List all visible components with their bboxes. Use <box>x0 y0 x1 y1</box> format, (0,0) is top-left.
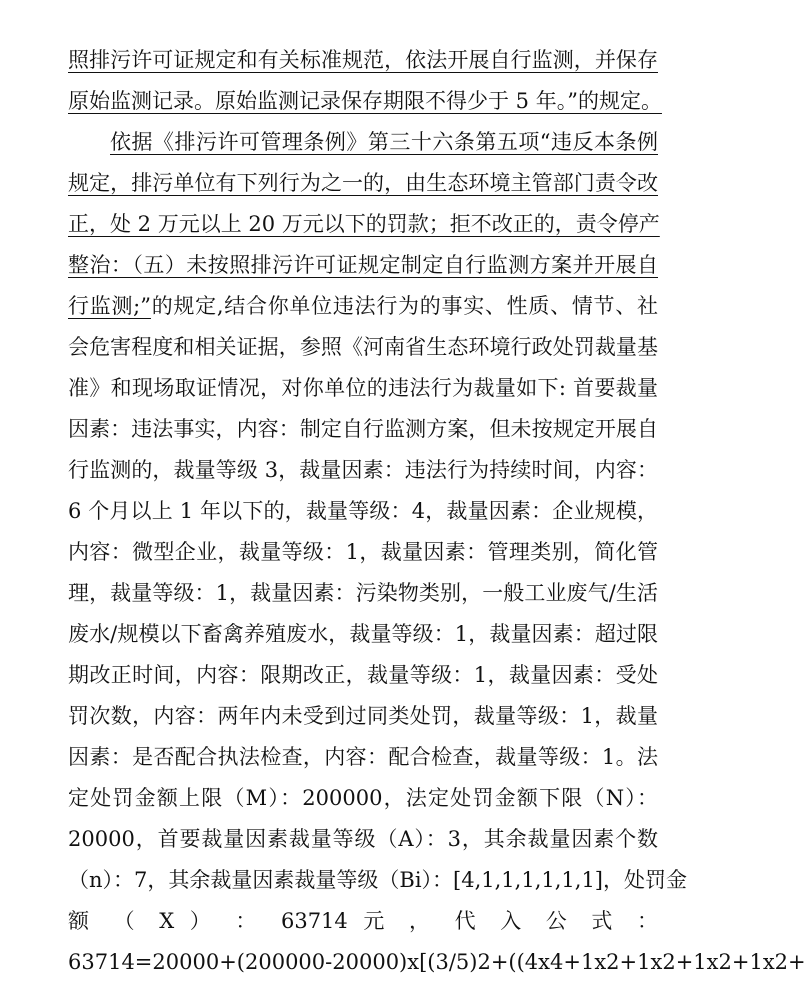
text-line-9: 准》和现场取证情况，对你单位的违法行为裁量如下: 首要裁量 <box>68 376 658 400</box>
text-line-22: 额 （ X ） ： 63714 元 ， 代 入 公 式 ： <box>68 909 658 933</box>
text-line-16: 期改正时间，内容：限期改正，裁量等级：1，裁量因素：受处 <box>68 663 658 687</box>
text-line-5: 正，处 2 万元以上 20 万元以下的罚款；拒不改正的，责令停产 <box>68 212 660 236</box>
text-line-12: 6 个月以上 1 年以下的，裁量等级：4，裁量因素：企业规模， <box>68 499 658 523</box>
text-line-11: 行监测的，裁量等级 3，裁量因素：违法行为持续时间，内容： <box>68 458 658 482</box>
text-line-1: 照排污许可证规定和有关标准规范，依法开展自行监测，并保存 <box>68 48 658 72</box>
text-line-14: 理，裁量等级：1，裁量因素：污染物类别，一般工业废气/生活 <box>68 581 658 605</box>
text-line-6: 整治：（五）未按照排污许可证规定制定自行监测方案并开展自 <box>68 253 658 277</box>
text-line-19: 定处罚金额上限（M）：200000，法定处罚金额下限（N）： <box>68 786 658 810</box>
text-line-23: 63714=20000+(200000-20000)x[(3/5)2+((4x4+1x2+1x2+1x2+1x2+ <box>68 950 806 974</box>
text-line-15: 废水/规模以下畜禽养殖废水，裁量等级：1，裁量因素：超过限 <box>68 622 658 646</box>
text-line-18: 因素：是否配合执法检查，内容：配合检查，裁量等级：1。法 <box>68 745 658 769</box>
text-line-7-plain: 的规定,结合你单位违法行为的事实、性质、情节、社 <box>150 294 658 318</box>
text-line-7-underlined: 行监测;” <box>68 294 151 318</box>
text-line-4: 规定，排污单位有下列行为之一的，由生态环境主管部门责令改 <box>68 171 658 195</box>
text-line-3-underlined: 依据《排污许可管理条例》第三十六条第五项“违反本条例 <box>110 130 658 154</box>
text-line-7 <box>68 286 658 326</box>
text-line-8: 会危害程度和相关证据，参照《河南省生态环境行政处罚裁量基 <box>68 335 658 359</box>
text-line-10: 因素：违法事实，内容：制定自行监测方案，但未按规定开展自 <box>68 417 658 441</box>
text-line-2: 原始监测记录。原始监测记录保存期限不得少于 5 年。”的规定。 <box>68 89 662 113</box>
text-line-17: 罚次数，内容：两年内未受到过同类处罚，裁量等级：1，裁量 <box>68 704 658 728</box>
text-line-13: 内容：微型企业，裁量等级：1，裁量因素：管理类别，简化管 <box>68 540 658 564</box>
text-line-3 <box>110 122 658 162</box>
text-line-21: （n）：7，其余裁量因素裁量等级（Bi）：[4,1,1,1,1,1,1]，处罚金 <box>68 868 687 892</box>
text-line-20: 20000，首要裁量因素裁量等级（A）：3，其余裁量因素个数 <box>68 827 658 851</box>
